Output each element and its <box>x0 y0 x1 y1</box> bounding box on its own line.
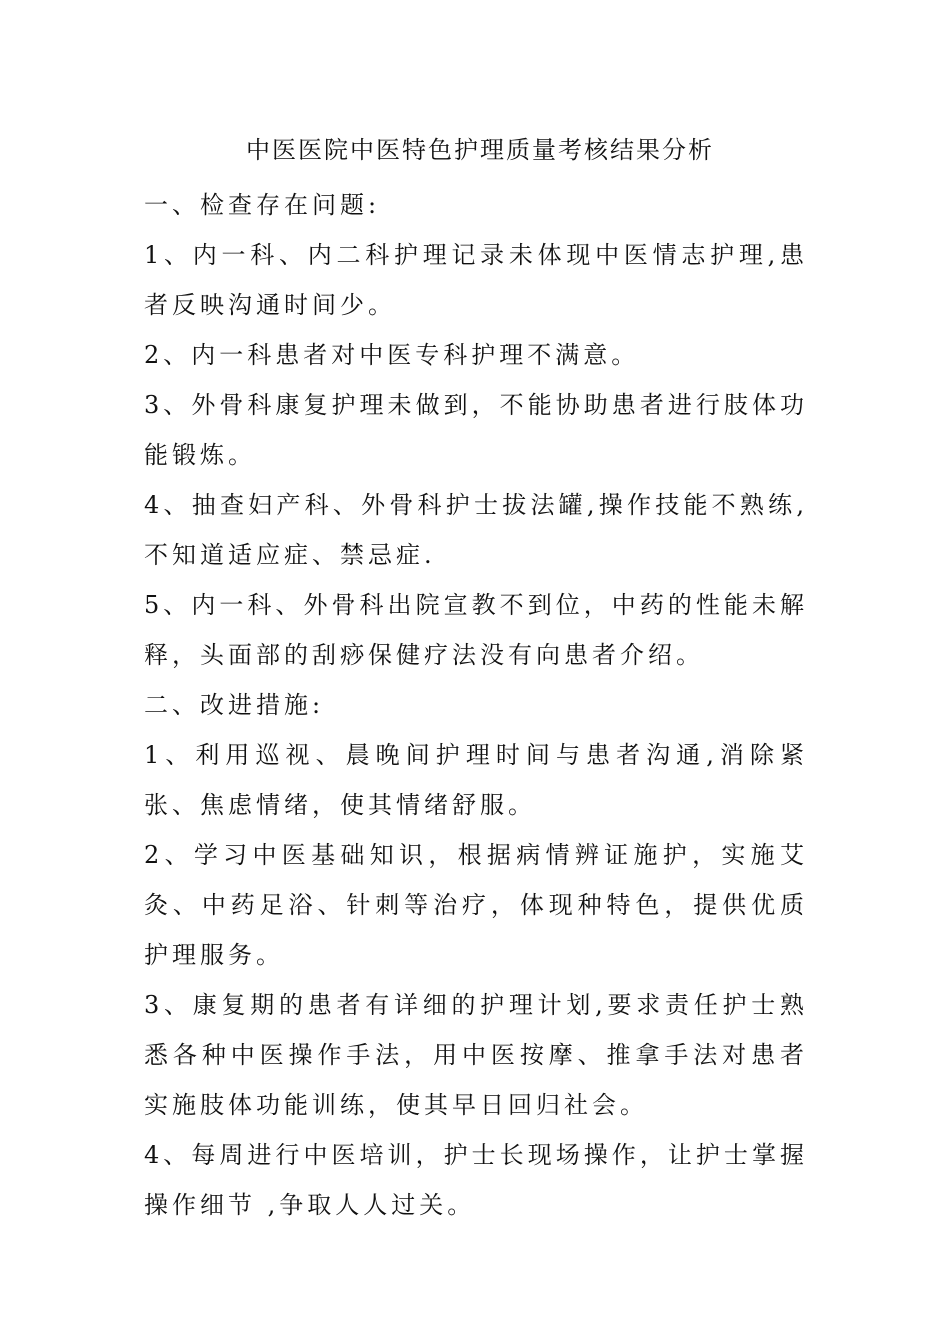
section-heading-measures: 二、改进措施: <box>144 691 325 719</box>
measure-item-1: 1、利用巡视、晨晚间护理时间与患者沟通,消除紧张、焦虑情绪，使其情绪舒服。 <box>144 741 808 819</box>
section-heading-problems: 一、检查存在问题: <box>144 191 381 219</box>
problem-item-3: 3、外骨科康复护理未做到，不能协助患者进行肢体功能锻炼。 <box>144 391 808 469</box>
document-page <box>144 130 808 1230</box>
measure-item-2: 2、学习中医基础知识，根据病情辨证施护，实施艾灸、中药足浴、针刺等治疗，体现种特色，提供优质护理服务。 <box>144 841 808 969</box>
problem-item-5: 5、内一科、外骨科出院宣教不到位，中药的性能未解释，头面部的刮痧保健疗法没有向患者介绍。 <box>144 591 808 669</box>
measure-item-3: 3、康复期的患者有详细的护理计划,要求责任护士熟悉各种中医操作手法，用中医按摩、推拿手法对患者实施肢体功能训练，使其早日回归社会。 <box>144 991 808 1119</box>
measure-item-4: 4、每周进行中医培训，护士长现场操作，让护士掌握操作细节 ,争取人人过关。 <box>144 1141 808 1219</box>
problem-item-4: 4、抽查妇产科、外骨科护士拔法罐,操作技能不熟练,不知道适应症、禁忌症. <box>144 491 808 569</box>
problem-item-1: 1、内一科、内二科护理记录未体现中医情志护理,患者反映沟通时间少。 <box>144 241 808 319</box>
problem-item-2: 2、内一科患者对中医专科护理不满意。 <box>144 341 640 369</box>
document-title: 中医医院中医特色护理质量考核结果分析 <box>246 136 714 164</box>
